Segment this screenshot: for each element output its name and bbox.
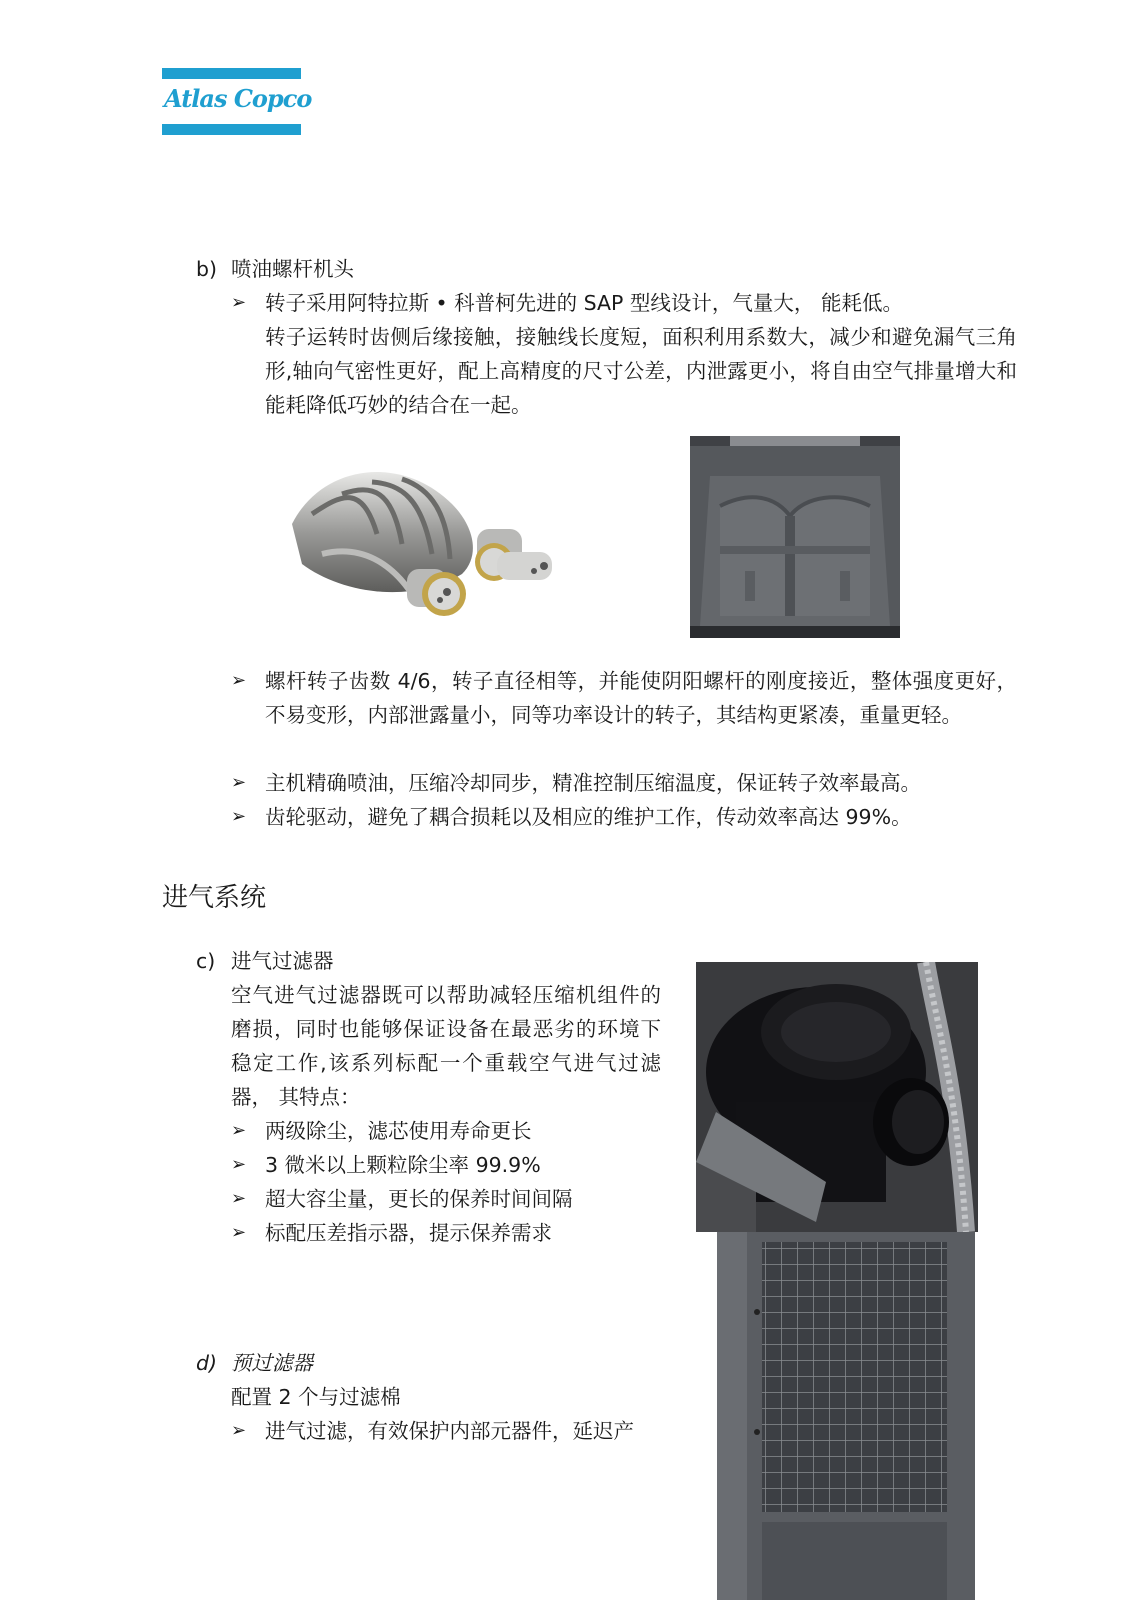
logo-wordmark: Atlas Copco: [164, 84, 312, 113]
bullet-arrow-icon: ➢: [231, 1420, 247, 1441]
bullet-arrow-icon: ➢: [231, 806, 247, 827]
section-b-bullet-1: 转子采用阿特拉斯 • 科普柯先进的 SAP 型线设计，气量大， 能耗低。: [265, 291, 903, 315]
section-heading-intake-system: 进气系统: [162, 883, 267, 913]
section-d-title: 预过滤器: [231, 1351, 313, 1375]
section-b-bullet-4: 齿轮驱动，避免了耦合损耗以及相应的维护工作，传动效率高达 99%。: [265, 805, 912, 829]
compressor-element-photo: [690, 436, 900, 638]
atlas-copco-logo: [162, 68, 312, 135]
section-c-intro: 空气进气过滤器既可以帮助减轻压缩机组件的磨损，同时也能够保证设备在最恶劣的环境下稳定工作,该系列标配一个重载空气进气过滤器， 其特点：: [231, 983, 661, 1109]
bullet-arrow-icon: ➢: [231, 1222, 247, 1243]
bullet-arrow-icon: ➢: [231, 1120, 247, 1141]
section-b-title: 喷油螺杆机头: [231, 257, 354, 281]
section-c-title: 进气过滤器: [231, 949, 334, 973]
section-d-marker: d): [196, 1351, 218, 1375]
pre-filter-panel-photo: [717, 1232, 975, 1600]
section-c-bullet-2: 3 微米以上颗粒除尘率 99.9%: [265, 1153, 541, 1177]
bullet-arrow-icon: ➢: [231, 292, 247, 313]
section-c-bullet-1: 两级除尘，滤芯使用寿命更长: [265, 1119, 532, 1143]
section-c-marker: c): [196, 949, 216, 973]
bullet-arrow-icon: ➢: [231, 772, 247, 793]
section-b-bullet-2: 螺杆转子齿数 4/6，转子直径相等，并能使阴阳螺杆的刚度接近，整体强度更好，不易变形，内部泄露量小，同等功率设计的转子，其结构更紧凑，重量更轻。: [265, 669, 1017, 727]
section-b-marker: b): [196, 257, 218, 281]
section-c-bullet-3: 超大容尘量，更长的保养时间间隔: [265, 1187, 573, 1211]
section-d-line-1: 配置 2 个与过滤棉: [231, 1385, 401, 1409]
section-b-bullet-3: 主机精确喷油，压缩冷却同步，精准控制压缩温度，保证转子效率最高。: [265, 771, 921, 795]
bullet-arrow-icon: ➢: [231, 1188, 247, 1209]
bullet-arrow-icon: ➢: [231, 1154, 247, 1175]
screw-rotor-photo: [282, 444, 562, 622]
bullet-arrow-icon: ➢: [231, 670, 247, 691]
section-d-bullet-1: 进气过滤，有效保护内部元器件，延迟产: [265, 1419, 634, 1443]
air-filter-photo: [696, 962, 978, 1232]
section-b-bullet-1-detail: 转子运转时齿侧后缘接触，接触线长度短，面积利用系数大，减少和避免漏气三角形,轴向气密性更好，配上高精度的尺寸公差，内泄露更小，将自由空气排量增大和能耗降低巧妙的结合在一起。: [265, 325, 1017, 417]
section-c-bullet-4: 标配压差指示器，提示保养需求: [265, 1221, 552, 1245]
